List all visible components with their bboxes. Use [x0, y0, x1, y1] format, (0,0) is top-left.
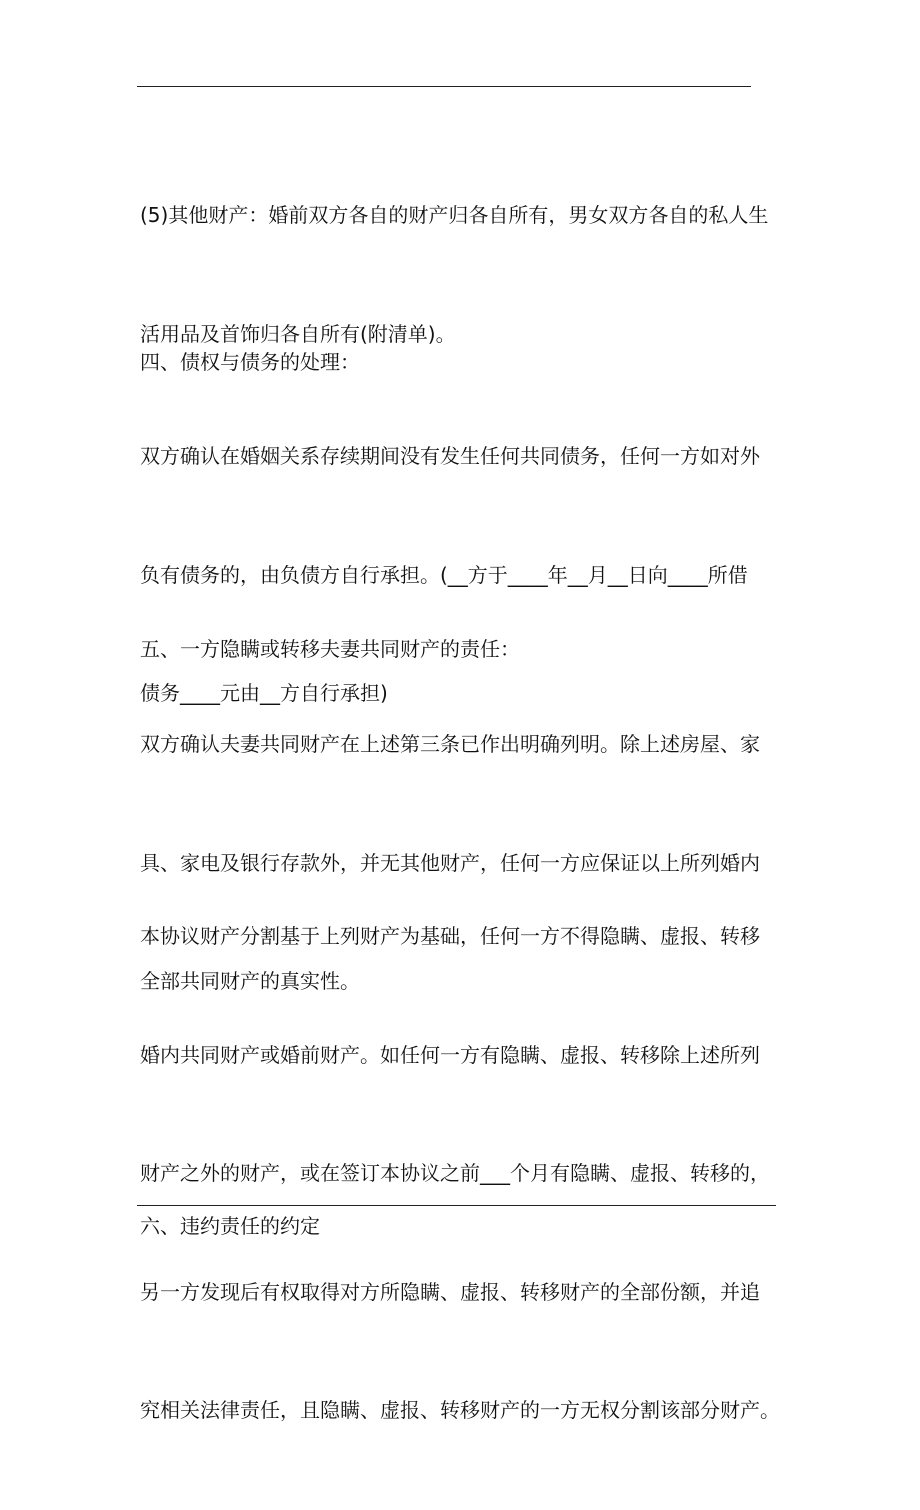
text-line: 财产之外的财产，或在签订本协议之前___个月有隐瞒、虚报、转移的， [140, 1161, 770, 1185]
text-line: 活用品及首饰归各自所有(附清单)。 [140, 321, 456, 346]
text-line: 双方确认在婚姻关系存续期间没有发生任何共同债务，任何一方如对外 [140, 444, 760, 468]
header-rule [137, 86, 751, 87]
text-line: 双方确认夫妻共同财产在上述第三条已作出明确列明。除上述房屋、家 [140, 732, 760, 756]
text-line: (5)其他财产：婚前双方各自的财产归各自所有，男女双方各自的私人生 [140, 203, 769, 227]
text-line: 具、家电及银行存款外，并无其他财产，任何一方应保证以上所列婚内 [140, 850, 760, 875]
text-line: 本协议财产分割基于上列财产为基础，任何一方不得隐瞒、虚报、转移 [140, 924, 760, 948]
text-line: 全部共同财产的真实性。 [140, 969, 360, 993]
text-line: 债务____元由__方自行承担) [140, 681, 388, 705]
text-line: 另一方发现后有权取得对方所隐瞒、虚报、转移财产的全部份额，并追 [140, 1279, 760, 1304]
footer-rule [137, 1205, 776, 1206]
text-line: 四、债权与债务的处理： [140, 350, 360, 374]
text-line: 究相关法律责任，且隐瞒、虚报、转移财产的一方无权分割该部分财产。 [140, 1398, 780, 1422]
text-line: 婚内共同财产或婚前财产。如任何一方有隐瞒、虚报、转移除上述所列 [140, 1042, 760, 1067]
heading-breach-liability [140, 1128, 320, 1326]
text-line: 六、违约责任的约定 [140, 1214, 320, 1238]
text-line: 五、一方隐瞒或转移夫妻共同财产的责任： [140, 637, 520, 661]
text-line: 负有债务的，由负债方自行承担。(__方于____年__月__日向____所借 [140, 562, 748, 587]
